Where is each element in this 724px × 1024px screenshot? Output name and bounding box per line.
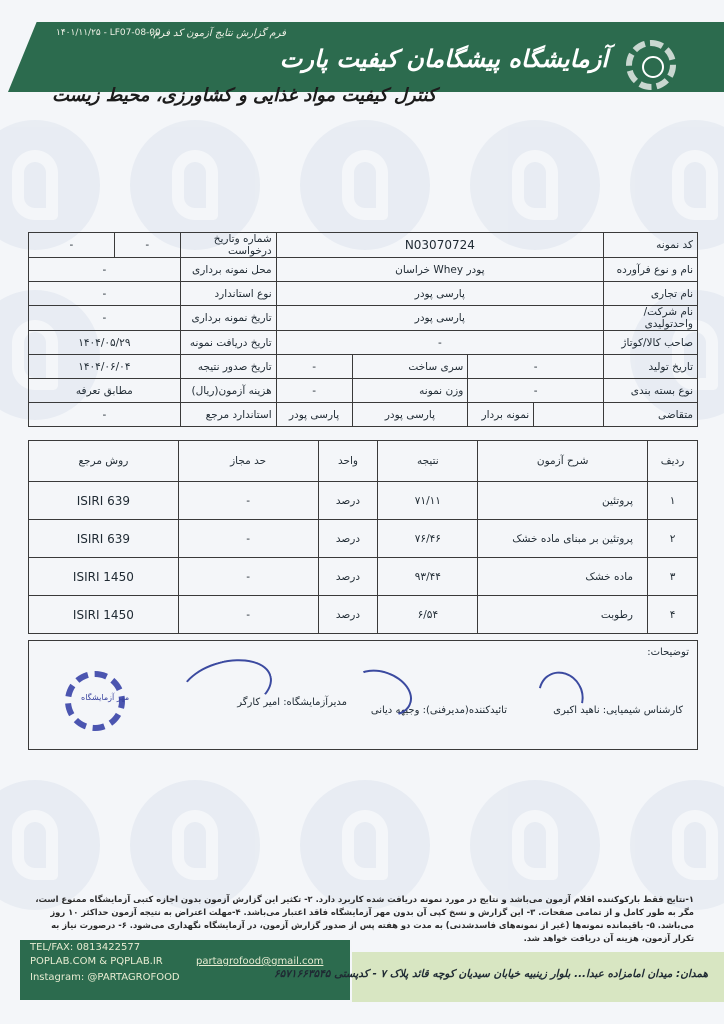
manager-signature-label: مدیرآزمایشگاه: امیر کارگر — [237, 697, 347, 708]
signature-box — [28, 640, 698, 750]
approver-signature-label: تائیدکننده(مدیرفنی): وجیهه دیانی — [370, 705, 507, 716]
table-row: - استاندارد مرجع پارسی پودر پارسی پودر نمونه بردار متقاضی — [29, 403, 698, 427]
watermark-logo — [0, 120, 100, 250]
table-row: مطابق تعرفه هزینه آزمون(ریال) - وزن نمونه - نوع بسته بندی — [29, 379, 698, 403]
watermark-logo — [300, 120, 430, 250]
contact-email[interactable]: partagrofood@gmail.com — [196, 956, 324, 967]
sample-info-table — [28, 232, 698, 427]
signature-scribble-icon — [174, 650, 279, 726]
signature-scribble-icon — [530, 663, 593, 727]
address-bar — [274, 952, 724, 1002]
watermark-logo — [0, 780, 100, 910]
lab-name: آزمایشگاه پیشگامان کیفیت پارت — [279, 44, 608, 73]
table-row: ISIRI 1450 - درصد ۹۳/۴۴ ماده خشک ۳ — [29, 558, 698, 596]
table-row: - - شماره وتاریخ درخواست N03070724 کد نمونه — [29, 233, 698, 258]
document-footer — [0, 936, 724, 1024]
watermark-logo — [630, 780, 724, 910]
contact-tel: TEL/FAX: 0813422577 — [30, 942, 141, 953]
table-row: ۱۴۰۴/۰۵/۲۹ تاریخ دریافت نمونه - صاحب کالا/کوتاژ — [29, 331, 698, 355]
contact-instagram: Instagram: @PARTAGROFOOD — [30, 972, 180, 983]
table-row: ISIRI 639 - درصد ۷۶/۴۶ پروتئین بر مبنای ماده خشک ۲ — [29, 520, 698, 558]
watermark-logo — [300, 780, 430, 910]
disclaimer-text: ۱-نتایج فقط بارکوکننده اقلام آزمون می‌باشد و نتایج در مورد نمونه دریافت شده کاربرد دارد. ۲- تکثیر این گزارش آزمون بدون اجازه کتبی آزمایشگاه ممنوع است، مگر به طور کامل و از تمامی صفحات. ۳- این گزارش و نسخ کپی آن بدون مهر آزمایشگاه فاقد اعتبار می‌باشد. ۴-مهلت اعتراض به نتیجه آزمون حداکثر ۱۰ روز می‌باشد. ۵- باقیمانده نمونه‌ها (غیر از نمونه‌های فاسدشدنی) به مدت دو هفته پس از صدور گزارش آزمون، در آزمایشگاه نگهداری می‌شود. ۶- درصورت نیاز به تکرار آزمون، هزینه آن دریافت خواهد شد. — [35, 894, 694, 943]
watermark-logo — [470, 780, 600, 910]
watermark-logo — [470, 120, 600, 250]
watermark-logo — [130, 780, 260, 910]
table-row: - نوع استاندارد پارسی پودر نام تجاری — [29, 282, 698, 306]
results-header-row: روش مرجع حد مجاز واحد نتیجه شرح آزمون ردیف — [29, 441, 698, 482]
sample-code: N03070724 — [276, 233, 603, 258]
form-label: فرم گزارش نتایج آزمون کد فرم: — [150, 28, 286, 39]
product-name: پودر Whey خراسان — [276, 258, 603, 282]
contact-web[interactable]: POPLAB.COM & PQPLAB.IR — [30, 956, 163, 967]
form-code: ۱۴۰۱/۱۱/۲۵ - LF07-08-00 — [56, 28, 161, 38]
watermark-logo — [630, 120, 724, 250]
table-row: ۱۴۰۴/۰۶/۰۴ تاریخ صدور نتیجه - سری ساخت - تاریخ تولید — [29, 355, 698, 379]
table-row: - تاریخ نمونه برداری پارسی پودر نام شرکت/واحدتولیدی — [29, 306, 698, 331]
address-text: همدان: میدان امامزاده عبدا... بلوار زینبیه خیابان سیدیان کوچه قائد پلاک ۷ - کدپستی ۶۵۷۱۶۶۳۵۴۵ — [274, 968, 708, 980]
table-row: ISIRI 639 - درصد ۷۱/۱۱ پروتئین ۱ — [29, 482, 698, 520]
chemist-signature-label: کارشناس شیمیایی: ناهید اکبری — [553, 705, 683, 716]
notes-label: توضیحات: — [647, 647, 689, 658]
watermark-logo — [130, 120, 260, 250]
document-header — [0, 0, 724, 130]
table-row: - محل نمونه برداری پودر Whey خراسان نام و نوع فرآورده — [29, 258, 698, 282]
stamp-label: مهر آزمایشگاه — [81, 693, 130, 702]
lab-logo-icon — [626, 40, 676, 90]
results-table — [28, 440, 698, 634]
table-row: ISIRI 1450 - درصد ۶/۵۴ رطوبت ۴ — [29, 596, 698, 634]
lab-subtitle: کنترل کیفیت مواد غذایی و کشاورزی، محیط زیست — [52, 85, 437, 106]
